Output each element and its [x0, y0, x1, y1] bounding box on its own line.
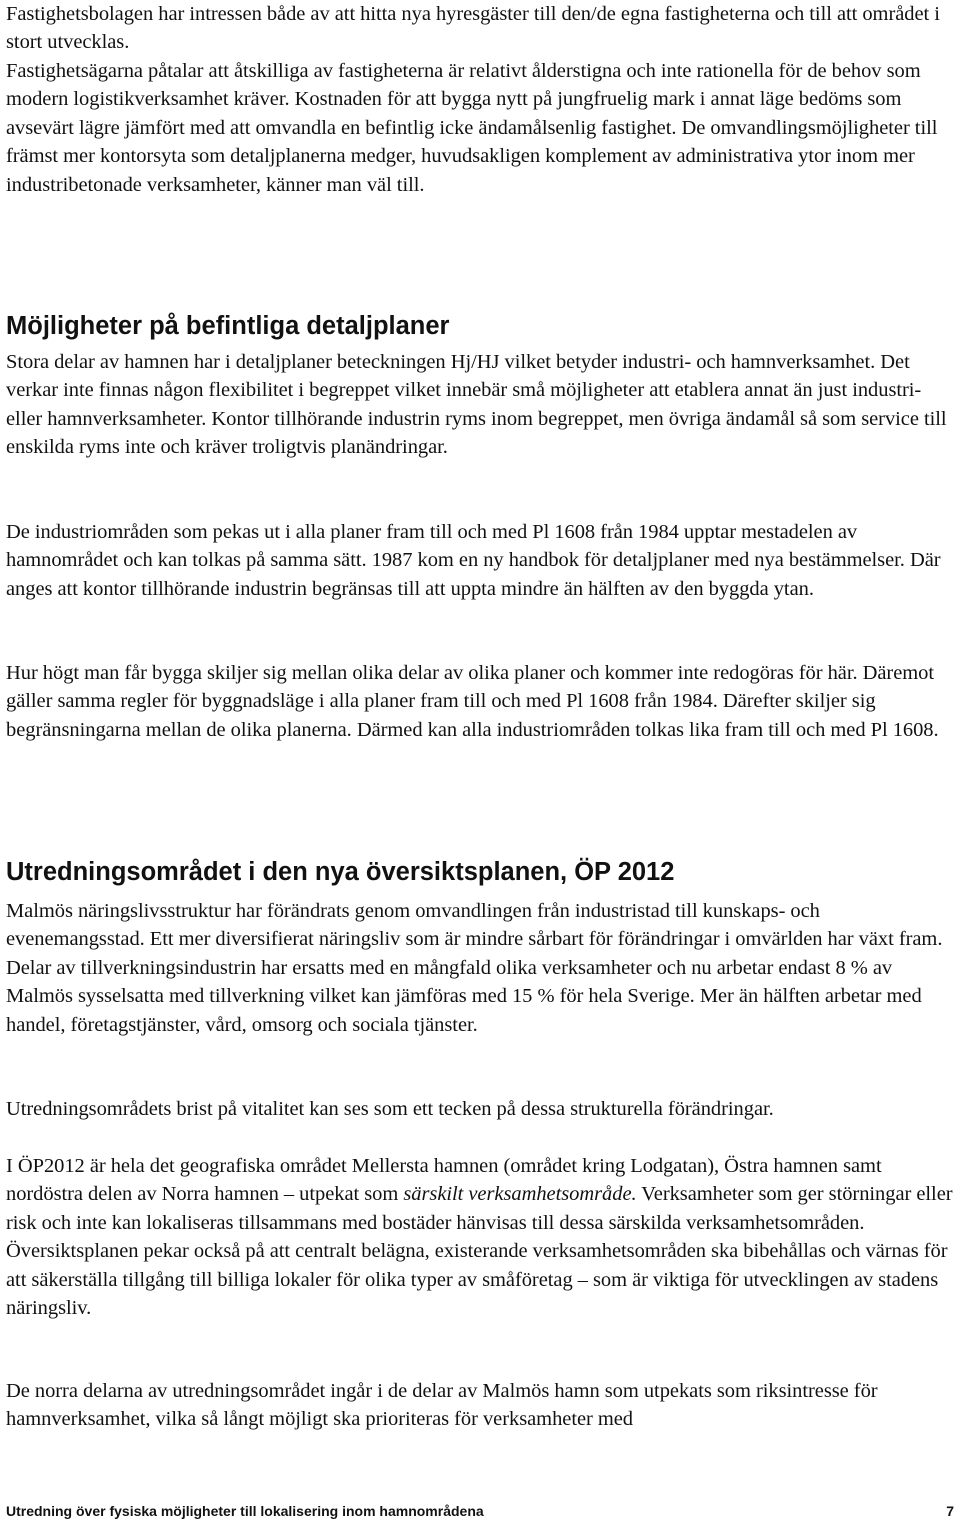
paragraph-text-part: I ÖP2012 är hela det geografiska området Mellersta hamnen (området kring Lodgatan), Östra hamnen samt nordöstra delen av Norra hamnen – utpekat som — [6, 1155, 882, 1206]
section-2-paragraph-3 — [6, 1152, 956, 1322]
section-2-paragraph-2 — [6, 1095, 956, 1123]
paragraph-text: Utredningsområdets brist på vitalitet kan ses som ett tecken på dessa strukturella förändringar. — [6, 1098, 774, 1120]
section-1-paragraph-1 — [6, 348, 956, 462]
footer-title: Utredning över fysiska möjligheter till lokalisering inom hamnområdena — [6, 1503, 484, 1519]
section-heading-detaljplaner: Möjligheter på befintliga detaljplaner — [6, 312, 450, 340]
section-1-paragraph-3 — [6, 659, 956, 744]
intro-paragraph-2 — [6, 57, 956, 199]
paragraph-text: Stora delar av hamnen har i detaljplaner beteckningen Hj/HJ vilket betyder industri- och hamnverksamhet. Det verkar inte finnas någon flexibilitet i begreppet vilket innebär små möjligheter att etablera annat än just industri- eller hamnverksamheter. Kontor tillhörande industrin ryms inom begreppet, men övriga ändamål så som service till enskilda ryms inte och kräver troligtvis planändringar. — [6, 351, 947, 459]
section-2-paragraph-4 — [6, 1377, 956, 1434]
page-number: 7 — [946, 1503, 954, 1519]
paragraph-text: Hur högt man får bygga skiljer sig mellan olika delar av olika planer och kommer inte redogöras för här. Däremot gäller samma regler för byggnadsläge i alla planer fram till och med Pl 1608 från 1984. Därefter skiljer sig begränsningarna mellan de olika planerna. Därmed kan alla industriområden tolkas lika fram till och med Pl 1608. — [6, 662, 939, 741]
italic-term: särskilt verksamhetsområde. — [403, 1183, 637, 1206]
page-footer — [6, 1500, 954, 1522]
paragraph-text: Fastighetsbolagen har intressen både av att hitta nya hyresgäster till den/de egna fastigheterna och till att området i stort utvecklas. — [6, 3, 940, 54]
paragraph-text: Malmös näringslivsstruktur har förändrats genom omvandlingen från industristad till kunskaps- och evenemangsstad. Ett mer diversifierat näringsliv som är mindre sårbart för förändringar i omvärlden har växt fram. Delar av tillverkningsindustrin har ersatts med en mångfald olika verksamheter och nu arbetar endast 8 % av Malmös sysselsatta med tillverkning vilket kan jämföras med 15 % för hela Sverige. Mer än hälften arbetar med handel, företagstjänster, vård, omsorg och sociala tjänster. — [6, 900, 943, 1036]
section-heading-oversiktsplan: Utredningsområdet i den nya översiktsplanen, ÖP 2012 — [6, 858, 675, 886]
paragraph-text: Fastighetsägarna påtalar att åtskilliga av fastigheterna är relativt ålderstigna och inte rationella för de behov som modern logistikverksamhet kräver. Kostnaden för att bygga nytt på jungfruelig mark i annat läge bedöms som avsevärt lägre jämfört med att omvandla en befintlig icke ändamålsenlig fastighet. De omvandlingsmöjligheter till främst mer kontorsyta som detaljplanerna medger, huvudsakligen komplement av administrativa ytor inom mer industribetonade verksamheter, känner man väl till. — [6, 60, 938, 196]
paragraph-text: De norra delarna av utredningsområdet ingår i de delar av Malmös hamn som utpekats som riksintresse för hamnverksamhet, vilka så långt möjligt ska prioriteras för verksamheter med — [6, 1380, 878, 1431]
section-1-paragraph-2 — [6, 518, 956, 603]
intro-paragraph-1 — [6, 0, 956, 57]
paragraph-text: De industriområden som pekas ut i alla planer fram till och med Pl 1608 från 1984 upptar mestadelen av hamnområdet och kan tolkas på samma sätt. 1987 kom en ny handbok för detaljplaner med nya bestämmelser. Där anges att kontor tillhörande industrin begränsas till att uppta mindre än hälften av den byggda ytan. — [6, 521, 941, 600]
paragraph-text-part: Verksamheter som ger störningar eller risk och inte kan lokaliseras tillsammans med bostäder hänvisas till dessa särskilda verksamhetsområden. Översiktsplanen pekar också på att centralt belägna, existerande verksamhetsområden ska bibehållas och värnas för att säkerställa tillgång till billiga lokaler för olika typer av småföretag – som är viktiga för utvecklingen av stadens näringsliv. — [6, 1183, 953, 1320]
section-2-paragraph-1 — [6, 897, 956, 1039]
paragraph-text — [6, 1152, 956, 1322]
